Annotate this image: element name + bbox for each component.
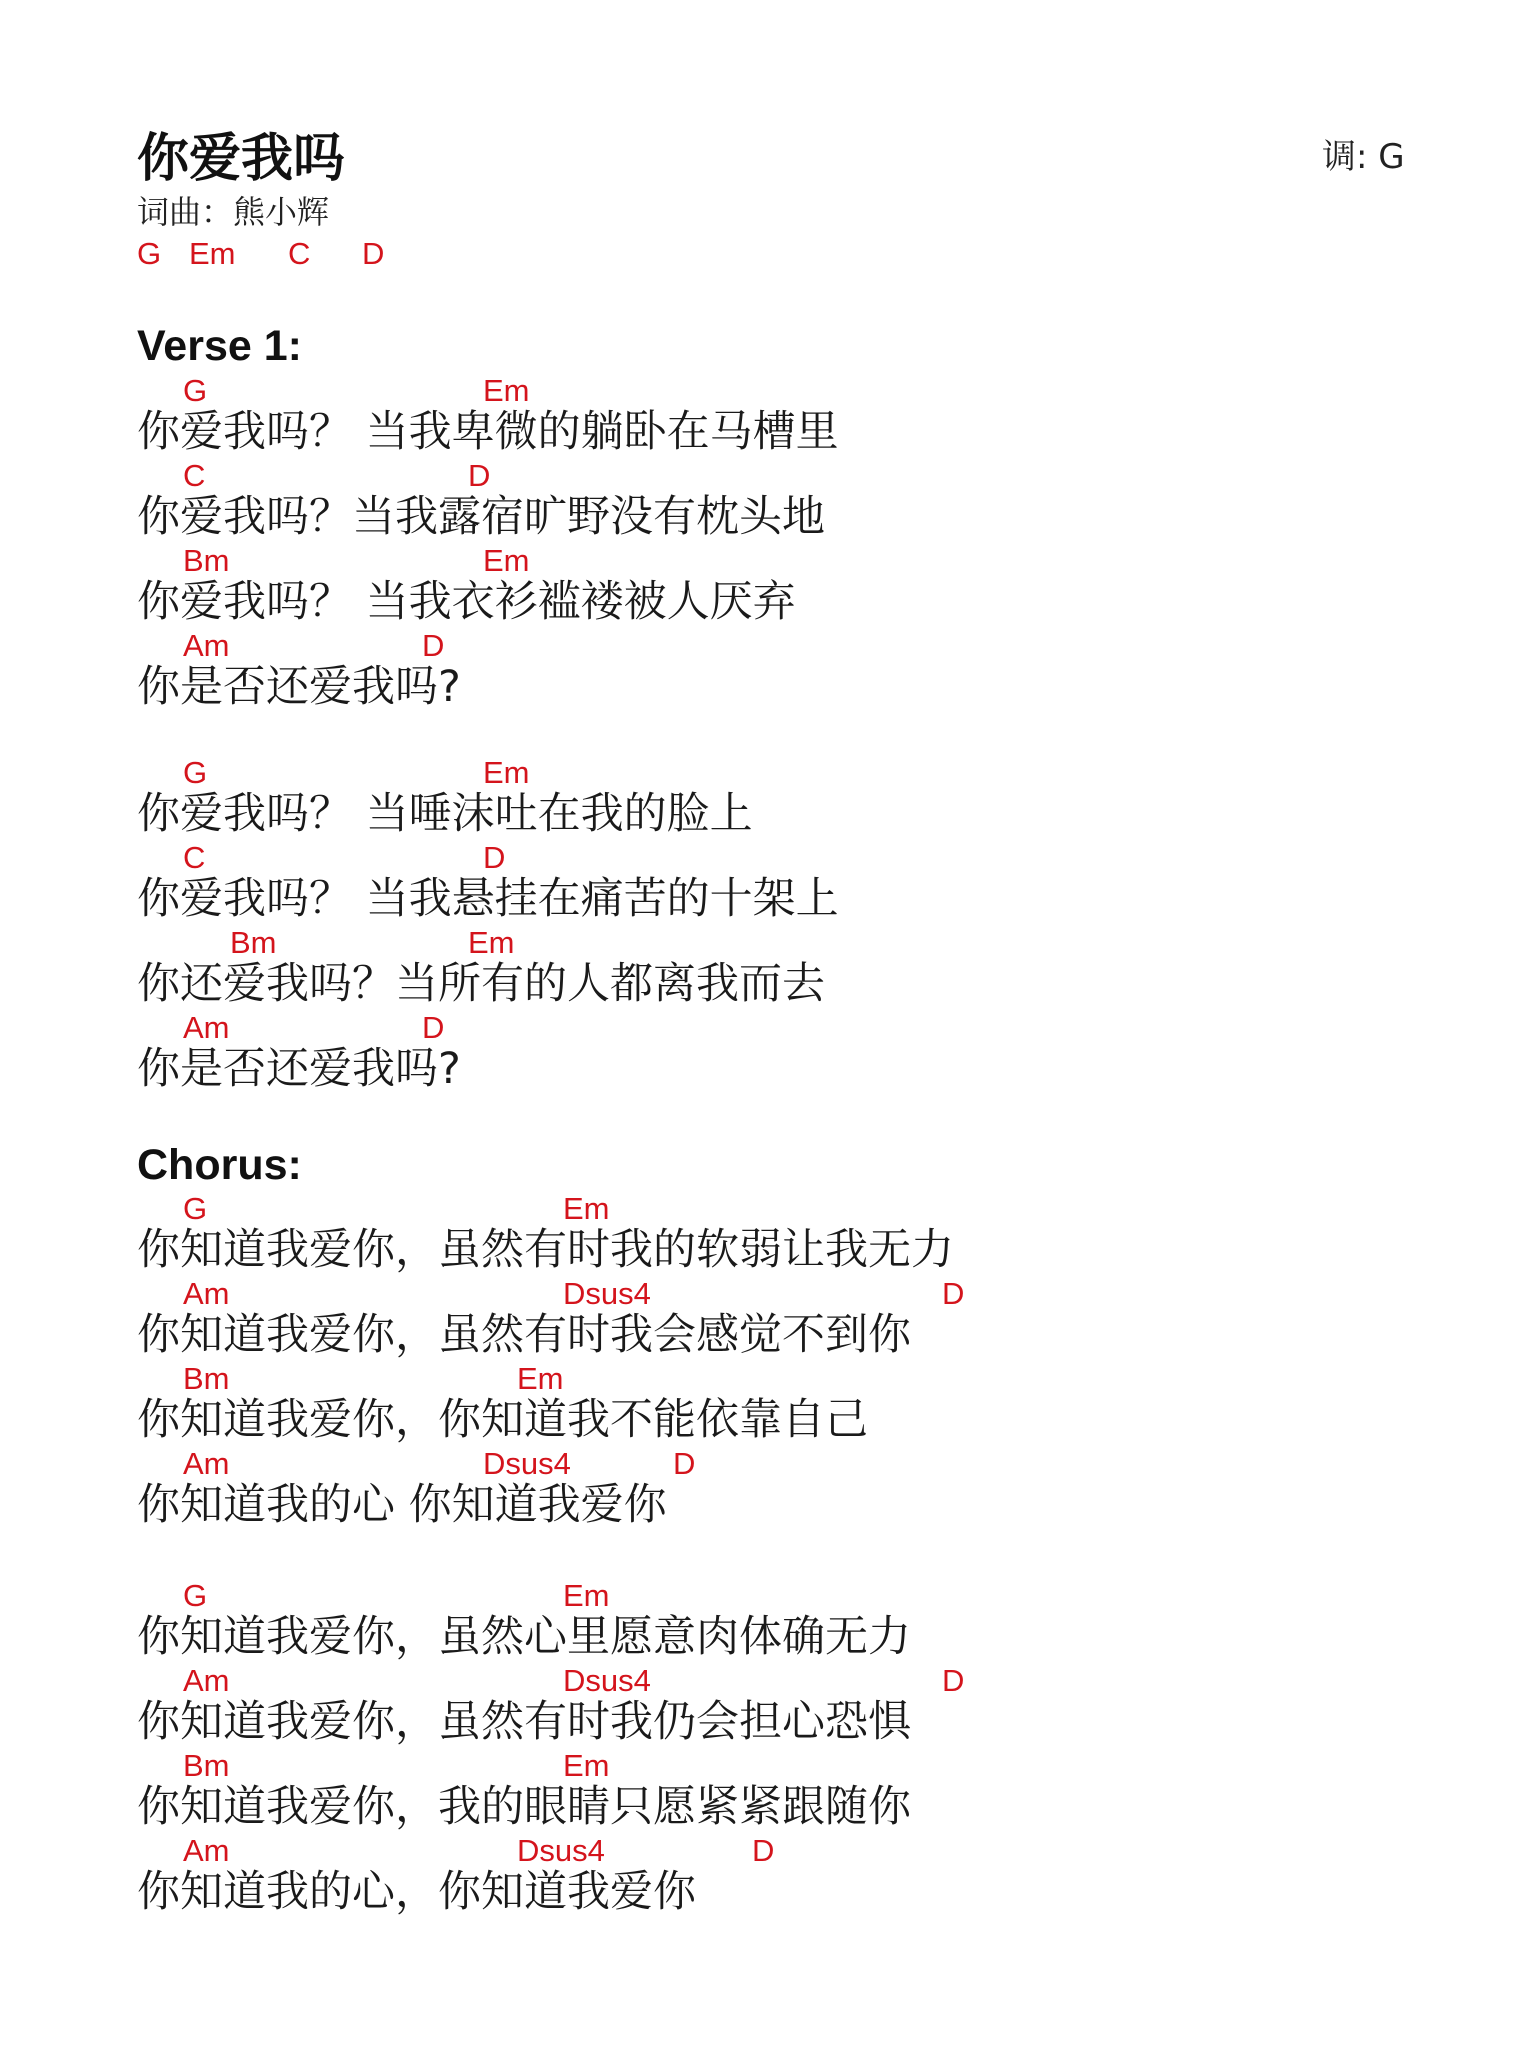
song-key: 调: G <box>1322 137 1405 177</box>
chord-label: Em <box>483 373 530 408</box>
chord-label: D <box>942 1276 965 1311</box>
chord-label: G <box>183 1191 208 1226</box>
chord-label: C <box>183 840 206 875</box>
chord-label: Em <box>517 1361 564 1396</box>
lyric-line: 你还爱我吗？当所有的人都离我而去 <box>137 959 825 1009</box>
lyric-line: 你知道我爱你，虽然有时我的软弱让我无力 <box>137 1225 954 1275</box>
chord-label: Am <box>183 1276 230 1311</box>
intro-chord: D <box>362 236 385 271</box>
chord-label: Em <box>563 1578 610 1613</box>
lyric-line: 你是否还爱我吗? <box>137 1044 461 1094</box>
chord-label: Bm <box>183 1361 230 1396</box>
lyric-line: 你爱我吗？当我露宿旷野没有枕头地 <box>137 492 825 542</box>
lyric-line: 你知道我爱你，我的眼睛只愿紧紧跟随你 <box>137 1782 911 1832</box>
chord-label: Bm <box>230 925 277 960</box>
chord-label: G <box>183 373 208 408</box>
chord-label: Am <box>183 628 230 663</box>
intro-chord: Em <box>189 236 236 271</box>
lyric-line: 你知道我爱你，虽然有时我仍会担心恐惧 <box>137 1697 911 1747</box>
intro-chord: C <box>288 236 311 271</box>
lyric-line: 你知道我爱你，虽然心里愿意肉体确无力 <box>137 1612 911 1662</box>
chord-label: C <box>183 458 206 493</box>
chord-label: Bm <box>183 543 230 578</box>
chord-label: Am <box>183 1446 230 1481</box>
song-title: 你爱我吗 <box>137 129 346 189</box>
chord-label: Em <box>563 1191 610 1226</box>
lyric-line: 你爱我吗？ 当唾沫吐在我的脸上 <box>137 789 753 839</box>
chord-label: D <box>942 1663 965 1698</box>
chord-label: D <box>673 1446 696 1481</box>
chord-label: Am <box>183 1663 230 1698</box>
section-label: Verse 1: <box>137 322 302 370</box>
chord-label: Dsus4 <box>483 1446 571 1481</box>
lyric-line: 你爱我吗？ 当我衣衫褴褛被人厌弃 <box>137 577 796 627</box>
chord-label: G <box>183 755 208 790</box>
chord-label: Am <box>183 1833 230 1868</box>
lyric-line: 你知道我爱你，虽然有时我会感觉不到你 <box>137 1310 911 1360</box>
lyric-line: 你爱我吗？ 当我悬挂在痛苦的十架上 <box>137 874 839 924</box>
chord-label: Dsus4 <box>517 1833 605 1868</box>
chord-label: D <box>468 458 491 493</box>
chord-label: D <box>752 1833 775 1868</box>
lyric-line: 你知道我的心 你知道我爱你 <box>137 1480 667 1530</box>
lyric-line: 你知道我爱你，你知道我不能依靠自己 <box>137 1395 868 1445</box>
chord-label: Em <box>468 925 515 960</box>
chord-label: D <box>483 840 506 875</box>
intro-chord: G <box>137 236 162 271</box>
chord-label: Em <box>483 543 530 578</box>
lyric-line: 你是否还爱我吗? <box>137 662 461 712</box>
chord-label: Em <box>563 1748 610 1783</box>
lyric-line: 你知道我的心，你知道我爱你 <box>137 1867 696 1917</box>
chord-label: D <box>422 1010 445 1045</box>
section-label: Chorus: <box>137 1141 302 1189</box>
song-credits: 词曲：熊小辉 <box>137 193 330 231</box>
chord-label: Dsus4 <box>563 1276 651 1311</box>
chord-label: Am <box>183 1010 230 1045</box>
chord-label: G <box>183 1578 208 1613</box>
chord-label: Bm <box>183 1748 230 1783</box>
chord-label: Em <box>483 755 530 790</box>
lyric-line: 你爱我吗？ 当我卑微的躺卧在马槽里 <box>137 407 839 457</box>
chord-label: Dsus4 <box>563 1663 651 1698</box>
chord-label: D <box>422 628 445 663</box>
